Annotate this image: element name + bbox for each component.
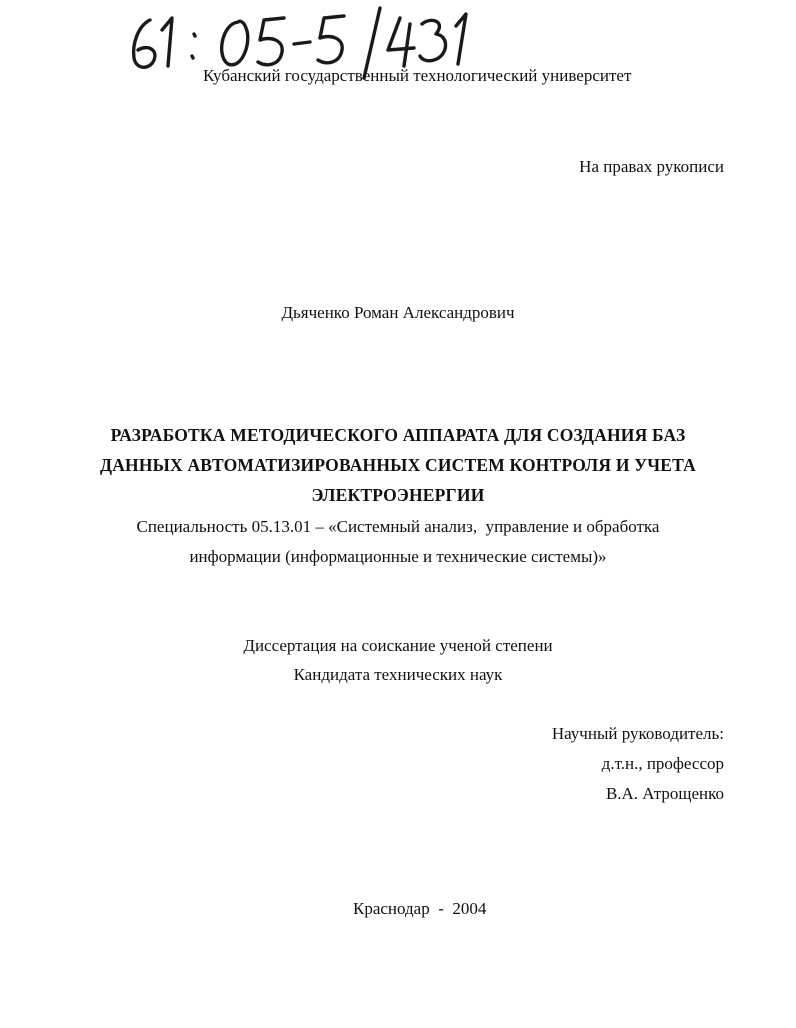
author-name: Дьяченко Роман Александрович <box>281 303 515 322</box>
university-name: Кубанский государственный технологический университет <box>203 66 632 85</box>
title-line-1: РАЗРАБОТКА МЕТОДИЧЕСКОГО АППАРАТА ДЛЯ СОЗДАНИЯ БАЗ <box>110 425 686 445</box>
specialty-line-1: Специальность 05.13.01 – «Системный анализ, управление и обработка <box>136 517 660 536</box>
degree-line-1: Диссертация на соискание ученой степени <box>243 636 553 655</box>
supervisor-block <box>552 719 724 809</box>
supervisor-label: Научный руководитель: <box>551 724 724 743</box>
supervisor-name: В.А. Атрощенко <box>605 784 724 803</box>
dissertation-title <box>0 420 796 510</box>
specialty-block <box>0 512 796 572</box>
title-line-3: ЭЛЕКТРОЭНЕРГИИ <box>311 485 485 505</box>
degree-block <box>0 631 796 689</box>
title-line-2: ДАННЫХ АВТОМАТИЗИРОВАННЫХ СИСТЕМ КОНТРОЛЯ И УЧЕТА <box>99 455 697 475</box>
city-year: Краснодар - 2004 <box>353 899 487 918</box>
specialty-line-2: информации (информационные и технические системы)» <box>189 547 607 566</box>
supervisor-degree: д.т.н., профессор <box>601 754 724 773</box>
manuscript-rights-note: На правах рукописи <box>579 157 724 176</box>
degree-line-2: Кандидата технических наук <box>293 665 503 684</box>
